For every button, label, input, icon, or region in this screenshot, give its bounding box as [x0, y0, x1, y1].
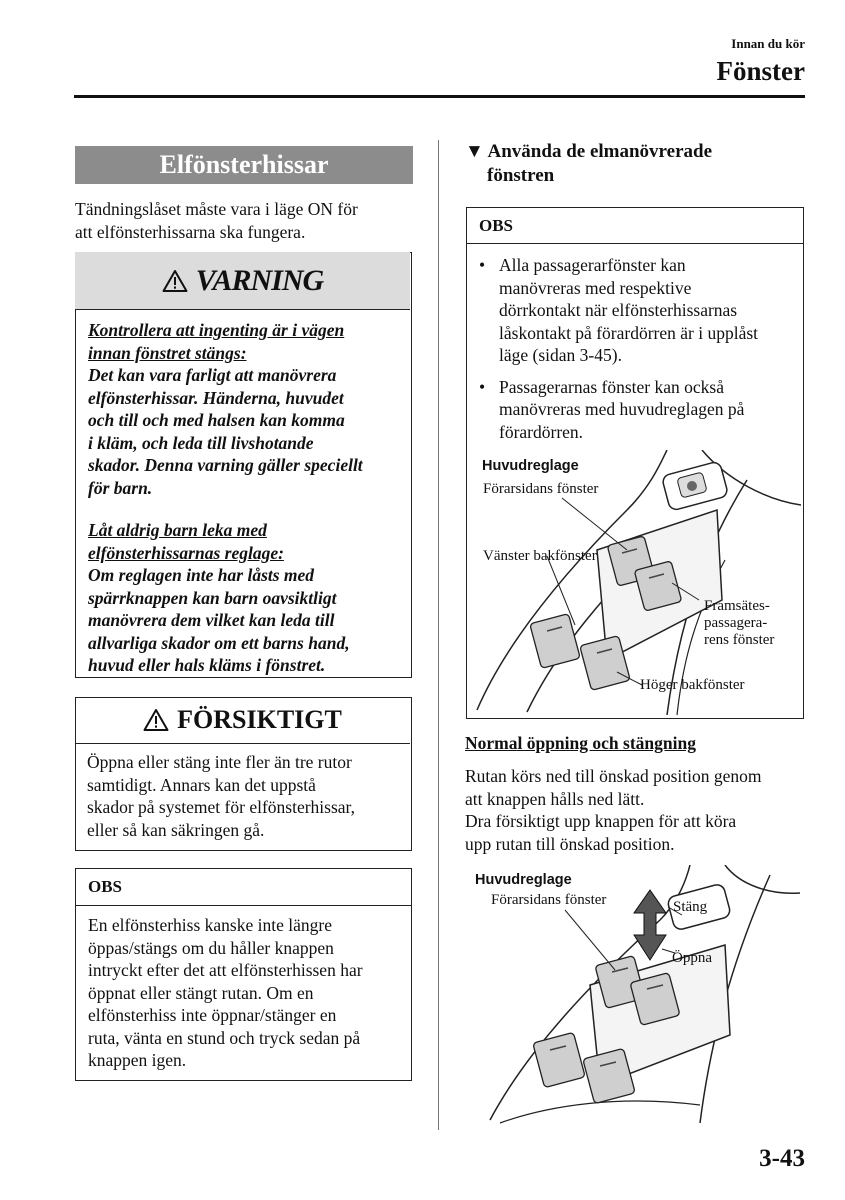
- warning-heading-1: innan fönstret stängs:: [88, 342, 247, 363]
- warning-triangle-icon: [162, 269, 188, 293]
- body-line: upp rutan till önskad position.: [465, 833, 675, 854]
- running-header-chapter: Fönster: [716, 56, 805, 86]
- caution-line: Öppna eller stäng inte fler än tre rutor: [87, 752, 352, 772]
- intro-line: att elfönsterhissarna ska fungera.: [75, 221, 306, 242]
- warning-text-1: skador. Denna varning gäller speciellt: [88, 455, 363, 475]
- body-line: Rutan körs ned till önskad position genom: [465, 766, 762, 786]
- obs-line: låskontakt på förardörren är i upplåst: [499, 322, 759, 343]
- label-driver-window-2: Förarsidans fönster: [491, 892, 607, 908]
- obs-line: manövreras med respektive: [499, 277, 692, 298]
- obs-line: knappen igen.: [88, 1050, 187, 1070]
- obs-line: • Alla passagerarfönster kan: [499, 255, 686, 275]
- label-driver-window: Förarsidans fönster: [483, 481, 599, 497]
- header-rule: [74, 95, 805, 98]
- subheading-line: fönstren: [487, 165, 555, 186]
- obs-box-left: [75, 868, 412, 1081]
- warning-body: [88, 319, 408, 677]
- warning-text-1: och till och med halsen kan komma: [88, 410, 345, 430]
- warning-text-2: huvud eller hals kläms i fönstret.: [88, 655, 326, 675]
- warning-heading-1: Kontrollera att ingenting är i vägen: [88, 320, 345, 340]
- obs-line: förardörren.: [499, 421, 584, 442]
- label-line: rens fönster: [704, 632, 775, 648]
- subsection-heading: [465, 140, 712, 188]
- warning-text-1: i kläm, och leda till livshotande: [88, 432, 314, 453]
- warning-triangle-icon: [143, 708, 169, 732]
- caution-header: [75, 697, 410, 744]
- label-front-passenger-window: [704, 598, 774, 649]
- obs-body: [76, 906, 411, 1072]
- label-left-rear-window: Vänster bakfönster: [483, 548, 597, 564]
- obs-line: öppnat eller stängt rutan. Om en: [88, 982, 314, 1003]
- warning-text-1: Det kan vara farligt att manövrera: [88, 365, 337, 385]
- label-line: Framsätes-: [704, 598, 770, 614]
- subheading-line: Använda de elmanövrerade: [487, 141, 712, 162]
- warning-text-2: spärrknappen kan barn oavsiktligt: [88, 587, 337, 608]
- obs-title: OBS: [467, 208, 803, 244]
- section-title: Elfönsterhissar: [75, 146, 413, 184]
- label-right-rear-window: Höger bakfönster: [640, 677, 745, 693]
- warning-text-2: allvarliga skador om ett barns hand,: [88, 632, 350, 653]
- label-open: Öppna: [672, 950, 712, 966]
- column-divider: [438, 140, 439, 1130]
- triangle-down-icon: ▼: [465, 141, 484, 162]
- warning-header: [75, 252, 410, 310]
- caution-line: eller så kan säkringen gå.: [87, 819, 265, 840]
- obs-line: • Passagerarnas fönster kan också: [499, 376, 724, 397]
- warning-text-2: manövrera dem vilket kan leda till: [88, 610, 335, 630]
- obs-bullet: [475, 254, 795, 367]
- body-line: att knappen hålls ned lätt.: [465, 788, 645, 809]
- warning-text-1: för barn.: [88, 477, 153, 498]
- obs-line: intryckt efter det att elfönsterhissen har: [88, 960, 363, 980]
- warning-heading-2: elfönsterhissarnas reglage:: [88, 542, 284, 563]
- normal-operation-heading: Normal öppning och stängning: [465, 733, 696, 753]
- warning-text-2: Om reglagen inte har låsts med: [88, 565, 315, 585]
- obs-line: ruta, vänta en stund och tryck sedan på: [88, 1027, 361, 1048]
- obs-line: läge (sidan 3-45).: [499, 345, 622, 365]
- normal-operation-body: [465, 765, 810, 855]
- obs-line: öppas/stängs om du håller knappen: [88, 937, 334, 958]
- page-number: 3-43: [759, 1145, 805, 1172]
- label-line: passagera-: [704, 615, 768, 631]
- warning-heading-2: Låt aldrig barn leka med: [88, 520, 267, 540]
- running-header-section: Innan du kör: [731, 36, 805, 51]
- intro-line: Tändningslåset måste vara i läge ON för: [75, 199, 358, 219]
- figure2-title: Huvudreglage: [475, 872, 572, 888]
- obs-line: dörrkontakt när elfönsterhissarnas: [499, 300, 738, 320]
- figure1-title: Huvudreglage: [482, 458, 579, 474]
- warning-title: VARNING: [195, 263, 324, 297]
- label-close: Stäng: [673, 899, 708, 915]
- obs-title: OBS: [76, 869, 411, 906]
- obs-line: En elfönsterhiss kanske inte längre: [88, 915, 332, 935]
- obs-line: elfönsterhiss inte öppnar/stänger en: [88, 1005, 337, 1025]
- caution-title: FÖRSIKTIGT: [177, 705, 342, 734]
- caution-line: skador på systemet för elfönsterhissar,: [87, 797, 356, 817]
- obs-body: [467, 244, 803, 443]
- warning-text-1: elfönsterhissar. Händerna, huvudet: [88, 387, 344, 408]
- obs-bullet: [475, 376, 795, 444]
- intro-paragraph: [75, 198, 415, 243]
- caution-body: [87, 751, 409, 841]
- body-line: Dra försiktigt upp knappen för att köra: [465, 811, 737, 831]
- caution-line: samtidigt. Annars kan det uppstå: [87, 774, 316, 795]
- obs-line: manövreras med huvudreglagen på: [499, 399, 745, 419]
